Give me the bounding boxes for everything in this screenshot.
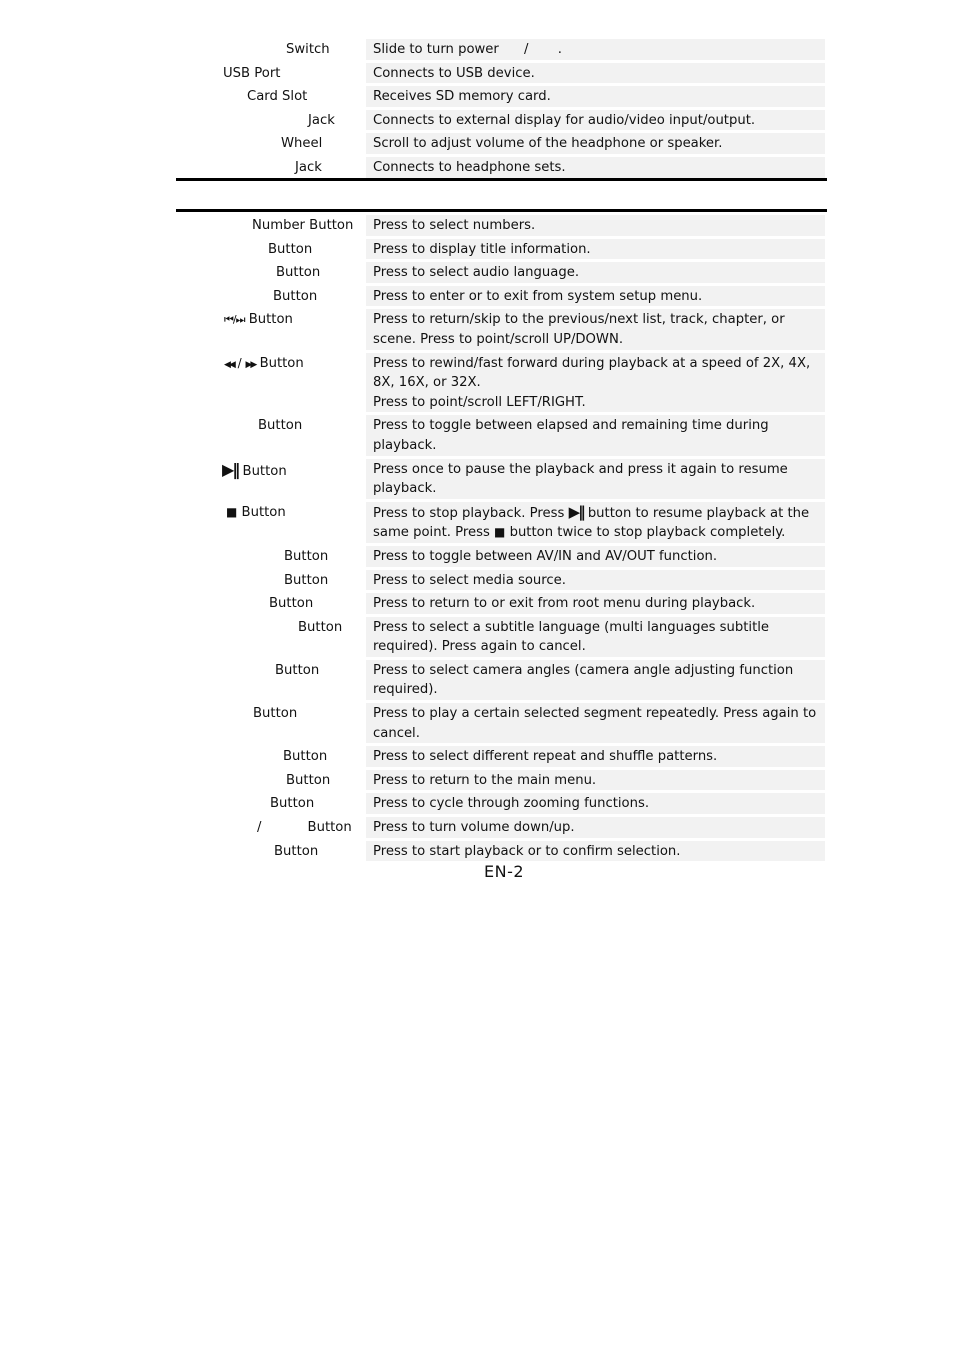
row-label: Switch (286, 42, 330, 57)
remote-buttons-table (176, 209, 827, 864)
table-row (176, 817, 827, 838)
stop-icon: ■ (494, 525, 506, 540)
table-row (176, 309, 827, 349)
table-row (176, 239, 827, 260)
table-row (176, 86, 827, 107)
table-row (176, 660, 827, 700)
row-description-line: Press to rewind/fast forward during playback at a speed of 2X, 4X, 8X, 16X, or 32X. (373, 355, 811, 391)
row-description-line: Press to point/scroll LEFT/RIGHT. (373, 394, 586, 410)
row-label-text: Button (241, 504, 286, 520)
table-row (176, 570, 827, 591)
table-row (176, 63, 827, 84)
row-description: Press to select audio language. (366, 262, 825, 283)
row-description: Connects to external display for audio/video input/output. (366, 110, 825, 131)
table-row (176, 39, 827, 60)
row-description: Scroll to adjust volume of the headphone or speaker. (366, 133, 825, 154)
row-label: Button (274, 843, 319, 859)
play-pause-icon: ▶‖ (568, 502, 584, 521)
table-row (176, 546, 827, 567)
row-description: Connects to USB device. (366, 63, 825, 84)
table-row (176, 617, 827, 657)
row-label: Button (298, 619, 343, 635)
row-description: Press to turn volume down/up. (366, 817, 825, 838)
row-description: Press once to pause the playback and press it again to resume playback. (366, 459, 825, 499)
row-description: Press to select camera angles (camera angle adjusting function required). (366, 660, 825, 700)
prev-next-icon: ⏮/⏭ (224, 313, 245, 327)
row-label: / Button (257, 820, 352, 836)
row-label: Button (268, 241, 313, 257)
row-description-part: button to resume playback at the same point. Press (373, 505, 810, 541)
table-row (176, 415, 827, 455)
row-description: Press to display title information. (366, 239, 825, 260)
row-label: ◀◀ / ▶▶ Button (176, 353, 366, 413)
row-label: Button (258, 418, 303, 434)
row-description: Slide to turn power / . (366, 39, 825, 60)
row-label: Button (284, 572, 329, 588)
row-label: Button (284, 548, 329, 564)
page-number: EN-2 (483, 862, 525, 881)
row-description: Press to select numbers. (366, 215, 825, 236)
table-top-rule (176, 209, 827, 212)
row-label: Number Button (252, 218, 354, 233)
table-row (176, 286, 827, 307)
table-row (176, 353, 827, 413)
row-description-part: button twice to stop playback completely. (509, 525, 786, 541)
row-description (366, 502, 825, 543)
row-description: Press to select different repeat and shuffle patterns. (366, 746, 825, 767)
row-label: Button (275, 662, 320, 678)
table-row (176, 703, 827, 743)
table-bottom-rule (176, 178, 827, 181)
row-label: Button (273, 288, 318, 304)
play-pause-icon: ▶‖ (222, 459, 239, 479)
row-label (176, 502, 366, 543)
table-row (176, 502, 827, 543)
table-row (176, 593, 827, 614)
row-description: Press to return to the main menu. (366, 770, 825, 791)
row-description: Press to return/skip to the previous/next list, track, chapter, or scene. Press to point/scroll UP/DOWN. (366, 309, 825, 349)
row-label: Button (270, 796, 315, 812)
row-label-text: Button (259, 355, 304, 371)
table-row (176, 793, 827, 814)
row-label: Card Slot (247, 89, 308, 105)
stop-icon: ■ (226, 504, 238, 519)
row-label-text: Button (242, 463, 287, 479)
row-label: Jack (308, 112, 335, 128)
table-row (176, 459, 827, 499)
row-label: Wheel (281, 136, 323, 152)
row-label: USB Port (223, 65, 281, 81)
row-label (176, 309, 366, 349)
row-label: Button (283, 749, 328, 765)
row-description: Press to toggle between elapsed and remaining time during playback. (366, 415, 825, 455)
table-row (176, 215, 827, 236)
table-row (176, 110, 827, 131)
row-label: Jack (295, 159, 322, 175)
table-row (176, 841, 827, 862)
row-description: Press to return to or exit from root menu during playback. (366, 593, 825, 614)
row-description: Receives SD memory card. (366, 86, 825, 107)
row-description: Press to select media source. (366, 570, 825, 591)
table-row (176, 262, 827, 283)
row-description: Press to play a certain selected segment repeatedly. Press again to cancel. (366, 703, 825, 743)
fast-forward-icon: ▶▶ (245, 359, 256, 370)
features-table-top (176, 39, 827, 181)
table-row (176, 746, 827, 767)
row-description: Press to toggle between AV/IN and AV/OUT function. (366, 546, 825, 567)
row-description: Press to select a subtitle language (multi languages subtitle required). Press again to cancel. (366, 617, 825, 657)
row-description: Press to enter or to exit from system setup menu. (366, 286, 825, 307)
row-label: Button (253, 706, 298, 722)
row-label-text: Button (248, 312, 293, 328)
row-description (366, 353, 825, 413)
rewind-forward-icon: ◀◀ (224, 359, 234, 370)
row-label: Button (269, 596, 314, 612)
row-description: Press to cycle through zooming functions. (366, 793, 825, 814)
row-label (176, 459, 366, 499)
row-description: Press to start playback or to confirm selection. (366, 841, 825, 862)
row-label: Button (286, 772, 331, 788)
table-row (176, 157, 827, 178)
row-label: Button (276, 265, 321, 281)
row-description: Connects to headphone sets. (366, 157, 825, 178)
row-description-part: Press to stop playback. Press (373, 505, 565, 521)
table-row (176, 133, 827, 154)
table-row (176, 770, 827, 791)
